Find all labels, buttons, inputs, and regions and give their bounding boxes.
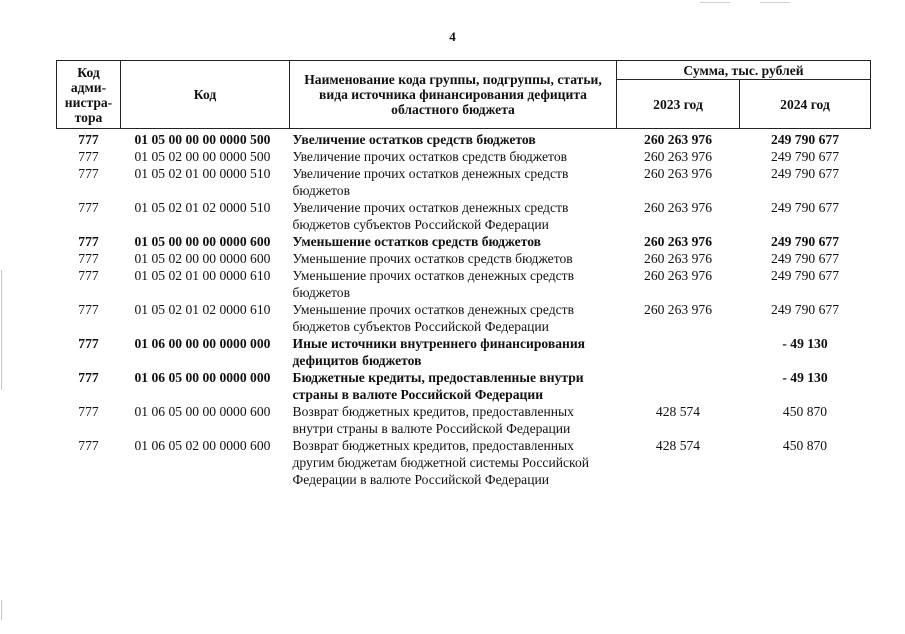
- sum-2024-cell: 249 790 677: [771, 200, 839, 215]
- sum-2024-cell: 249 790 677: [771, 234, 839, 249]
- sum-2023-cell: 260 263 976: [644, 132, 712, 147]
- table-row: [57, 250, 871, 267]
- sum-2024-cell: 450 870: [782, 438, 828, 453]
- admin-code-cell: 777: [78, 166, 99, 181]
- header-year-2023: 2023 год: [617, 80, 740, 129]
- scan-artifact: [760, 2, 790, 3]
- sum-2024-cell: 450 870: [782, 404, 828, 419]
- name-cell: Увеличение прочих остатков средств бюджетов: [292, 149, 568, 164]
- code-cell: 01 05 00 00 00 0000 600: [134, 234, 271, 249]
- code-cell: 01 05 02 01 02 0000 610: [134, 302, 271, 317]
- sum-2024-cell: 249 790 677: [771, 166, 839, 181]
- table-row: [57, 199, 871, 233]
- admin-code-cell: 777: [78, 149, 99, 164]
- scan-artifact: [700, 2, 730, 3]
- sum-2023-cell: 260 263 976: [644, 149, 712, 164]
- header-sum: Сумма, тыс. рублей: [617, 61, 871, 80]
- code-cell: 01 05 02 00 00 0000 600: [134, 251, 271, 266]
- sum-2023-cell: 260 263 976: [644, 166, 712, 181]
- sum-2024-cell: 249 790 677: [771, 149, 839, 164]
- name-cell: Уменьшение прочих остатков средств бюджетов: [292, 251, 573, 266]
- sum-2024-cell: 249 790 677: [771, 302, 839, 317]
- admin-code-cell: 777: [78, 251, 99, 266]
- sum-2023-cell: 428 574: [655, 438, 701, 453]
- sum-2024-cell: 249 790 677: [771, 251, 839, 266]
- name-cell: Уменьшение остатков средств бюджетов: [292, 234, 541, 249]
- code-cell: 01 06 05 00 00 0000 000: [134, 370, 271, 385]
- admin-code-cell: 777: [78, 302, 99, 317]
- admin-code-cell: 777: [78, 370, 99, 385]
- name-cell: Возврат бюджетных кредитов, предоставленных другим бюджетам бюджетной системы Российской Федерации в валюте Российской Федерации: [292, 438, 590, 487]
- code-cell: 01 06 05 00 00 0000 600: [134, 404, 271, 419]
- sum-2024-cell: - 49 130: [782, 370, 828, 385]
- code-cell: 01 05 02 01 00 0000 610: [134, 268, 271, 283]
- sum-2023-cell: [617, 369, 740, 403]
- table-row: [57, 233, 871, 250]
- header-name: Наименование кода группы, подгруппы, статьи, вида источника финансирования дефицита областного бюджета: [290, 61, 617, 129]
- sum-2024-cell: 249 790 677: [771, 132, 839, 147]
- name-cell: Увеличение прочих остатков денежных средств бюджетов: [292, 166, 569, 198]
- sum-2023-cell: 260 263 976: [644, 302, 712, 317]
- code-cell: 01 06 05 02 00 0000 600: [134, 438, 271, 453]
- name-cell: Уменьшение прочих остатков денежных средств бюджетов субъектов Российской Федерации: [292, 302, 575, 334]
- name-cell: Уменьшение прочих остатков денежных средств бюджетов: [292, 268, 575, 300]
- admin-code-cell: 777: [78, 234, 99, 249]
- table-row: [57, 165, 871, 199]
- table-row: [57, 335, 871, 369]
- sum-2023-cell: 260 263 976: [644, 251, 712, 266]
- name-cell: Иные источники внутреннего финансирования дефицитов бюджетов: [292, 336, 586, 368]
- admin-code-cell: 777: [78, 268, 99, 283]
- sum-2023-cell: 428 574: [655, 404, 701, 419]
- table-row: [57, 129, 871, 149]
- table-row: [57, 267, 871, 301]
- page-number: 4: [449, 29, 456, 44]
- sum-2023-cell: [617, 335, 740, 369]
- scan-edge: [1, 270, 2, 390]
- sum-2023-cell: 260 263 976: [644, 234, 712, 249]
- scan-edge: [1, 600, 2, 620]
- name-cell: Бюджетные кредиты, предоставленные внутри страны в валюте Российской Федерации: [292, 370, 584, 402]
- name-cell: Возврат бюджетных кредитов, предоставленных внутри страны в валюте Российской Федерации: [292, 404, 574, 436]
- budget-sources-table: [56, 60, 871, 488]
- sum-2023-cell: 260 263 976: [644, 200, 712, 215]
- admin-code-cell: 777: [78, 200, 99, 215]
- table-row: [57, 301, 871, 335]
- admin-code-cell: 777: [78, 438, 99, 453]
- header-code: Код: [121, 61, 290, 129]
- name-cell: Увеличение прочих остатков денежных средств бюджетов субъектов Российской Федерации: [292, 200, 569, 232]
- admin-code-cell: 777: [78, 336, 99, 351]
- sum-2024-cell: - 49 130: [782, 336, 828, 351]
- table-row: [57, 369, 871, 403]
- table-row: [57, 403, 871, 437]
- table-row: [57, 148, 871, 165]
- code-cell: 01 05 02 01 02 0000 510: [134, 200, 271, 215]
- sum-2023-cell: 260 263 976: [644, 268, 712, 283]
- code-cell: 01 06 00 00 00 0000 000: [134, 336, 271, 351]
- code-cell: 01 05 00 00 00 0000 500: [134, 132, 271, 147]
- table-row: [57, 437, 871, 488]
- name-cell: Увеличение остатков средств бюджетов: [292, 132, 536, 147]
- header-admin-code: Код адми-нистра-тора: [57, 61, 121, 129]
- admin-code-cell: 777: [78, 132, 99, 147]
- header-year-2024: 2024 год: [740, 80, 871, 129]
- admin-code-cell: 777: [78, 404, 99, 419]
- code-cell: 01 05 02 00 00 0000 500: [134, 149, 271, 164]
- sum-2024-cell: 249 790 677: [771, 268, 839, 283]
- code-cell: 01 05 02 01 00 0000 510: [134, 166, 271, 181]
